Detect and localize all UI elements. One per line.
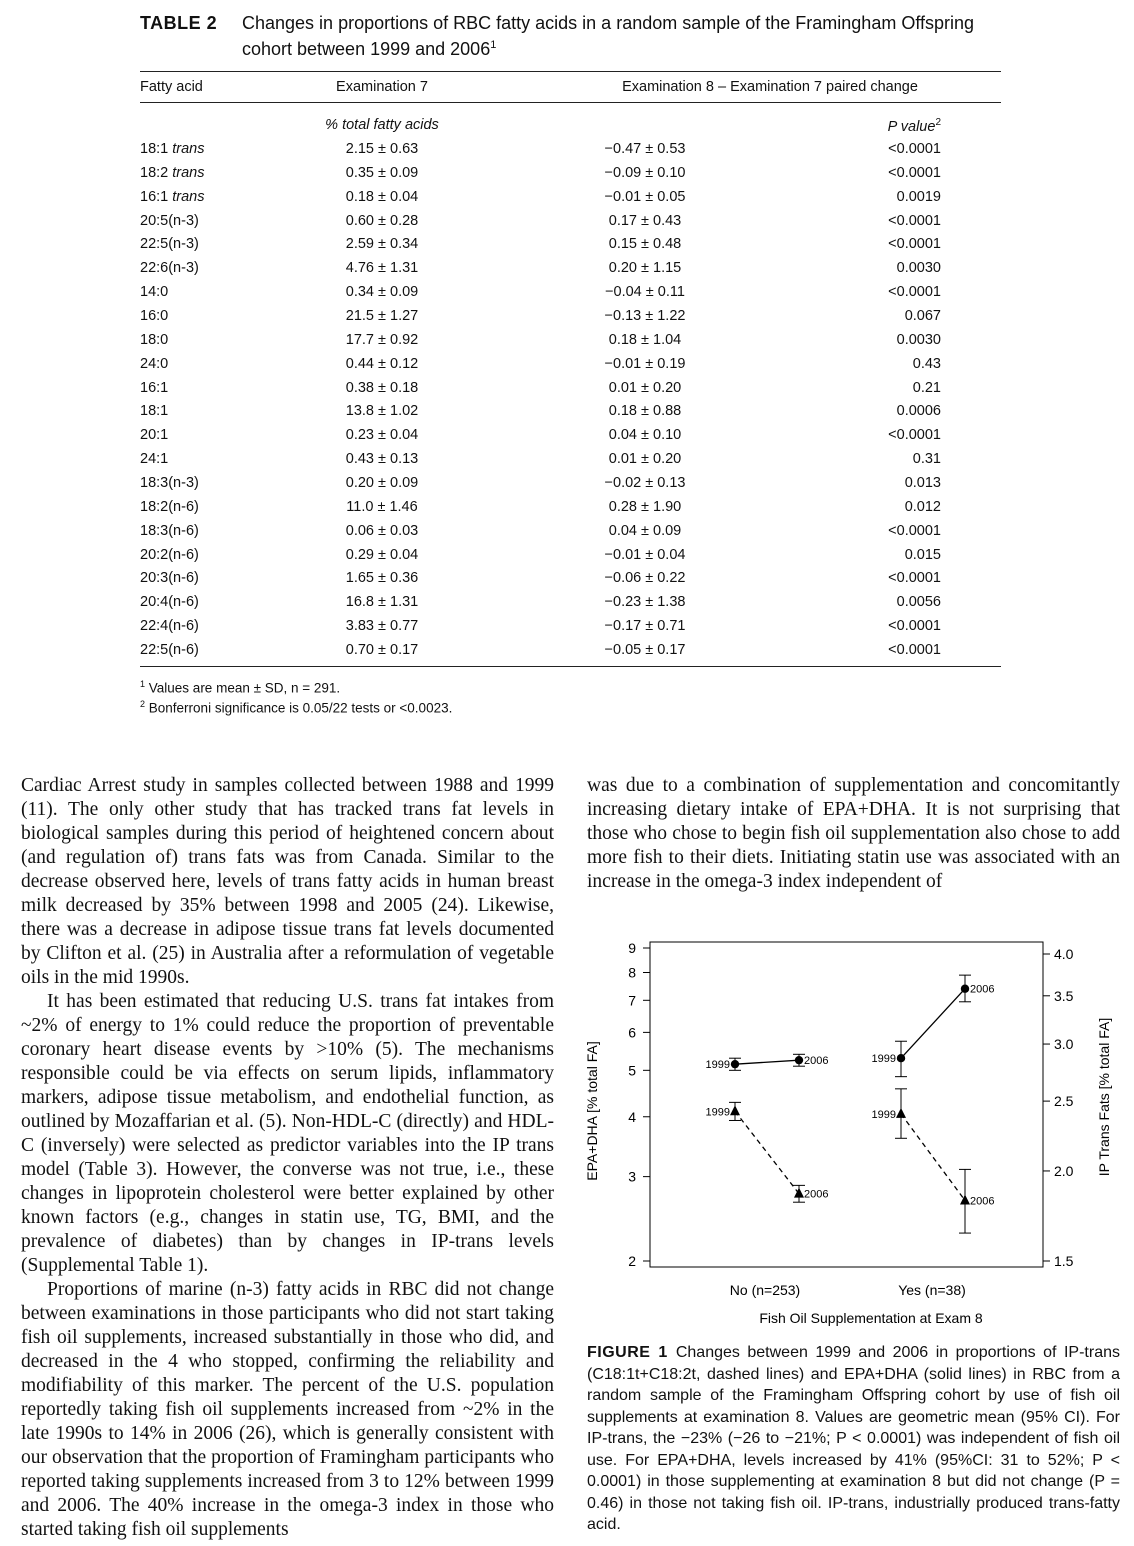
x-axis-label: Fish Oil Supplementation at Exam 8	[759, 1310, 983, 1326]
body-right-column	[587, 774, 1120, 894]
table-cell-fatty-acid: 20:2(n-6)	[140, 546, 199, 563]
series-line	[901, 989, 965, 1058]
y-tick-label-left: 4	[628, 1108, 636, 1125]
table-cell-fatty-acid: 16:1	[140, 379, 169, 396]
figure-caption	[587, 1342, 1120, 1536]
table-cell-change: −0.13 ± 1.22	[604, 308, 686, 324]
year-label: 1999	[871, 1108, 896, 1121]
table-cell-exam7: 13.8 ± 1.02	[345, 403, 419, 420]
table-cell-change: −0.05 ± 0.17	[604, 641, 686, 658]
table-cell-fatty-acid: 14:0	[140, 284, 169, 301]
table-cell-fatty-acid: 18:2 trans	[140, 164, 205, 181]
table-cell-pvalue: 0.21	[912, 379, 941, 396]
table-cell-exam7: 2.15 ± 0.63	[345, 141, 419, 157]
table-cell-change: −0.02 ± 0.13	[604, 474, 686, 491]
table-cell-pvalue: 0.0006	[896, 403, 941, 420]
table-cell-fatty-acid: 18:3(n-3)	[140, 474, 199, 491]
table-cell-pvalue: <0.0001	[888, 427, 941, 444]
y-axis-right-label: IP Trans Fats [% total FA]	[1096, 1017, 1112, 1177]
table-cell-exam7: 0.20 ± 0.09	[345, 474, 419, 491]
body-paragraph: It has been estimated that reducing U.S. trans fat intakes from ~2% of energy to 1% could reduce the proportion of preventable coronary heart disease events by >10% (5). The mechanisms responsible could be via effects on serum lipids, inflammatory markers, adipose tissue metabolism, and endothelial function, as outlined by Mozaffarian et al. (5). Non-HDL-C (directly) and HDL-C (inversely) were selected as predictor variables into the IP trans model (Table 3). However, the converse was not true, i.e., these changes in lipoprotein cholesterol were better explained by other known factors (e.g., changes in statin use, TG, BMI, and the prevalence of diabetes) than by changes in IP-trans levels (Supplemental Table 1).	[21, 991, 554, 1276]
table-cell-exam7: 11.0 ± 1.46	[346, 498, 418, 515]
table-cell-pvalue: <0.0001	[888, 164, 941, 181]
table-cell-fatty-acid: 18:3(n-6)	[140, 522, 199, 539]
table-cell-change: −0.23 ± 1.38	[604, 594, 686, 611]
table-cell-pvalue: <0.0001	[888, 570, 941, 587]
y-tick-label-right: 4.0	[1054, 946, 1074, 962]
footnote-1: $^1$ Values are mean ± SD, n = 291.	[140, 679, 341, 696]
table-cell-pvalue: <0.0001	[888, 618, 941, 634]
table-cell-fatty-acid: 20:1	[140, 427, 169, 444]
table-cell-pvalue: 0.0030	[896, 260, 941, 277]
year-label: 2006	[970, 1195, 995, 1208]
table-cell-pvalue: 0.015	[904, 546, 941, 563]
table-cell-exam7: 0.43 ± 0.13	[345, 451, 419, 468]
year-label: 1999	[871, 1053, 896, 1066]
table-cell-exam7: 0.38 ± 0.18	[345, 379, 419, 396]
table-cell-exam7: 0.35 ± 0.09	[345, 164, 419, 181]
table-cell-fatty-acid: 16:1 trans	[140, 188, 205, 205]
table-cell-change: 0.01 ± 0.20	[608, 379, 682, 396]
table-cell-pvalue: 0.0056	[896, 594, 941, 611]
table-cell-exam7: 0.34 ± 0.09	[345, 284, 419, 301]
header-exam7: Examination 7	[336, 79, 428, 95]
y-axis-left-label: EPA+DHA [% total FA]	[584, 1041, 600, 1181]
y-tick-label-right: 3.5	[1054, 987, 1074, 1004]
table-cell-change: −0.01 ± 0.19	[604, 355, 686, 372]
table-cell-fatty-acid: 24:0	[140, 355, 169, 372]
table-cell-exam7: 0.29 ± 0.04	[345, 546, 419, 563]
table-cell-change: 0.18 ± 0.88	[608, 403, 682, 420]
table-cell-change: 0.28 ± 1.90	[608, 498, 682, 515]
year-label: 2006	[970, 983, 995, 996]
figure-1-chart	[584, 935, 1127, 1335]
table-cell-exam7: 4.76 ± 1.31	[345, 260, 419, 277]
table-cell-exam7: 2.59 ± 0.34	[345, 236, 419, 253]
table-cell-pvalue: 0.013	[904, 474, 941, 491]
table-cell-exam7: 0.44 ± 0.12	[345, 355, 419, 372]
table-cell-change: 0.20 ± 1.15	[608, 260, 682, 277]
body-left-column	[21, 774, 554, 1542]
table-cell-fatty-acid: 22:5(n-3)	[140, 236, 199, 253]
y-tick-label-right: 1.5	[1054, 1253, 1074, 1269]
table-header-rule	[140, 102, 1001, 103]
table-cell-pvalue: 0.0030	[896, 331, 941, 348]
data-point-circle	[731, 1060, 739, 1068]
header-fatty-acid: Fatty acid	[140, 79, 203, 95]
table-cell-change: −0.06 ± 0.22	[604, 570, 686, 587]
x-category-yes: Yes (n=38)	[898, 1282, 966, 1298]
table-cell-change: −0.47 ± 0.53	[604, 141, 686, 157]
table-cell-change: −0.17 ± 0.71	[604, 618, 686, 634]
table-cell-pvalue: <0.0001	[888, 641, 941, 658]
y-tick-label-right: 2.5	[1054, 1093, 1074, 1110]
table-cell-fatty-acid: 18:0	[140, 331, 169, 348]
y-tick-label-right: 3.0	[1054, 1036, 1074, 1053]
y-tick-label-left: 8	[628, 964, 636, 981]
table-cell-fatty-acid: 22:4(n-6)	[140, 618, 199, 634]
data-point-circle	[961, 985, 969, 993]
table-cell-fatty-acid: 16:0	[140, 308, 169, 324]
table-caption-text: Changes in proportions of RBC fatty acids in a random sample of the Framingham Offspring cohort between 1999 and 2006$^1$	[242, 13, 975, 59]
table-cell-pvalue: 0.0019	[896, 188, 941, 205]
table-cell-pvalue: <0.0001	[888, 236, 941, 253]
table-cell-fatty-acid: 20:3(n-6)	[140, 570, 199, 587]
table-cell-exam7: 0.06 ± 0.03	[345, 522, 419, 539]
series-line	[735, 1060, 799, 1064]
table-cell-change: 0.04 ± 0.10	[608, 427, 682, 444]
table-top-rule	[140, 71, 1001, 72]
series-line	[735, 1111, 799, 1193]
table-cell-pvalue: <0.0001	[888, 141, 941, 157]
table-cell-pvalue: <0.0001	[888, 284, 941, 301]
table-cell-change: 0.01 ± 0.20	[608, 451, 682, 468]
table-cell-fatty-acid: 20:5(n-3)	[140, 212, 199, 229]
table-cell-pvalue: 0.43	[912, 355, 941, 372]
footnote-2: $^2$ Bonferroni significance is 0.05/22 tests or <0.0023.	[140, 699, 453, 716]
table-cell-exam7: 17.7 ± 0.92	[345, 331, 419, 348]
table-cell-fatty-acid: 18:1	[140, 403, 169, 420]
table-cell-change: 0.04 ± 0.09	[608, 522, 682, 539]
year-label: 1999	[705, 1059, 730, 1072]
table-cell-change: 0.17 ± 0.43	[608, 212, 682, 229]
y-tick-label-left: 3	[628, 1168, 636, 1185]
table-label: TABLE 2	[140, 13, 218, 33]
body-paragraph: was due to a combination of supplementation and concomitantly increasing dietary intake of EPA+DHA. It is not surprising that those who chose to begin fish oil supplementation also chose to add more fish to their diets. Initiating statin use was associated with an increase in the omega-3 index independent of	[587, 775, 1120, 892]
table-cell-change: −0.01 ± 0.04	[604, 546, 686, 563]
table-cell-exam7: 21.5 ± 1.27	[345, 308, 419, 324]
body-paragraph: Cardiac Arrest study in samples collected between 1988 and 1999 (11). The only other study that has tracked trans fat levels in biological samples during this period of heightened concern about (and regulation of) trans fats was from Canada. Similar to the decrease observed here, levels of trans fatty acids in human breast milk decreased by 35% between 1998 and 2005 (24). Likewise, there was a decrease in adipose tissue trans fat levels documented by Clifton et al. (25) in Australia after a reformulation of vegetable oils in the mid 1990s.	[21, 775, 554, 988]
data-point-circle	[795, 1056, 803, 1064]
x-category-no: No (n=253)	[729, 1282, 801, 1298]
y-tick-label-left: 6	[628, 1024, 636, 1041]
table-cell-fatty-acid: 22:6(n-3)	[140, 260, 199, 277]
data-point-triangle	[896, 1108, 906, 1118]
table-cell-pvalue: 0.012	[904, 498, 941, 515]
header-change: Examination 8 – Examination 7 paired change	[622, 79, 918, 95]
data-point-triangle	[730, 1105, 740, 1115]
table-cell-change: 0.18 ± 1.04	[608, 331, 682, 348]
year-label: 2006	[804, 1055, 829, 1068]
series-line	[901, 1114, 965, 1201]
table-cell-pvalue: 0.31	[912, 451, 941, 468]
data-point-triangle	[794, 1188, 804, 1198]
table-cell-exam7: 3.83 ± 0.77	[345, 618, 419, 634]
table-cell-exam7: 0.70 ± 0.17	[345, 641, 419, 658]
y-tick-label-left: 9	[628, 940, 636, 956]
subheader-unit: % total fatty acids	[325, 117, 439, 133]
figure-caption-text: Changes between 1999 and 2006 in proportions of IP-trans (C18:1t+C18:2t, dashed lines) and EPA+DHA (solid lines) in RBC from a random sample of the Framingham Offspring cohort by use of fish oil supplements at examination 8. Values are geometric mean (95% CI). For IP-trans, the −23% (−26 to −21%; P < 0.0001) was independent of fish oil use. For EPA+DHA, levels increased by 41% (95%CI: 31 to 52%; P < 0.0001) in those supplementing at examination 8 but did not change (P = 0.46) in those not taking fish oil. IP-trans, industrially produced trans-fatty acid.	[587, 1344, 1121, 1533]
table-cell-fatty-acid: 18:2(n-6)	[140, 498, 199, 515]
y-tick-label-left: 7	[628, 992, 636, 1009]
table-cell-exam7: 0.23 ± 0.04	[345, 427, 419, 444]
table-bottom-rule	[140, 666, 1001, 667]
y-tick-label-right: 2.0	[1054, 1162, 1074, 1179]
table-cell-change: −0.01 ± 0.05	[604, 188, 686, 205]
table-cell-change: −0.04 ± 0.11	[605, 284, 685, 301]
table-cell-change: 0.15 ± 0.48	[608, 236, 682, 253]
y-tick-label-left: 5	[628, 1062, 636, 1079]
table-cell-exam7: 16.8 ± 1.31	[345, 594, 419, 611]
year-label: 1999	[705, 1106, 730, 1119]
y-tick-label-left: 2	[628, 1253, 636, 1269]
table-cell-exam7: 1.65 ± 0.36	[345, 570, 419, 587]
table-cell-change: −0.09 ± 0.10	[604, 164, 686, 181]
data-point-circle	[897, 1054, 905, 1062]
table-cell-pvalue: <0.0001	[888, 522, 941, 539]
year-label: 2006	[804, 1188, 829, 1201]
table-cell-pvalue: <0.0001	[888, 212, 941, 229]
table-cell-fatty-acid: 18:1 trans	[140, 141, 205, 157]
table-cell-exam7: 0.18 ± 0.04	[345, 188, 419, 205]
table-cell-fatty-acid: 22:5(n-6)	[140, 641, 199, 658]
table-cell-exam7: 0.60 ± 0.28	[345, 212, 419, 229]
body-paragraph: Proportions of marine (n-3) fatty acids in RBC did not change between examinations in those participants who did not start taking fish oil supplements, increased substantially in those who did, and decreased in the 4 who stopped, confirming the reliability and modifiability of this marker. The percent of the U.S. population reportedly taking fish oil supplements increased from ~2% in the late 1990s to 14% in 2006 (26), which is generally consistent with our observation that the proportion of Framingham participants who reported taking supplements increased from 3 to 12% between 1999 and 2006. The 40% increase in the omega-3 index in those who started taking fish oil supplements	[21, 1279, 554, 1540]
table-cell-fatty-acid: 24:1	[140, 451, 169, 468]
table-cell-fatty-acid: 20:4(n-6)	[140, 594, 199, 611]
figure-label: FIGURE 1	[587, 1344, 668, 1361]
table-cell-pvalue: 0.067	[904, 308, 941, 324]
subheader-pvalue: P value$^2$	[887, 117, 941, 135]
